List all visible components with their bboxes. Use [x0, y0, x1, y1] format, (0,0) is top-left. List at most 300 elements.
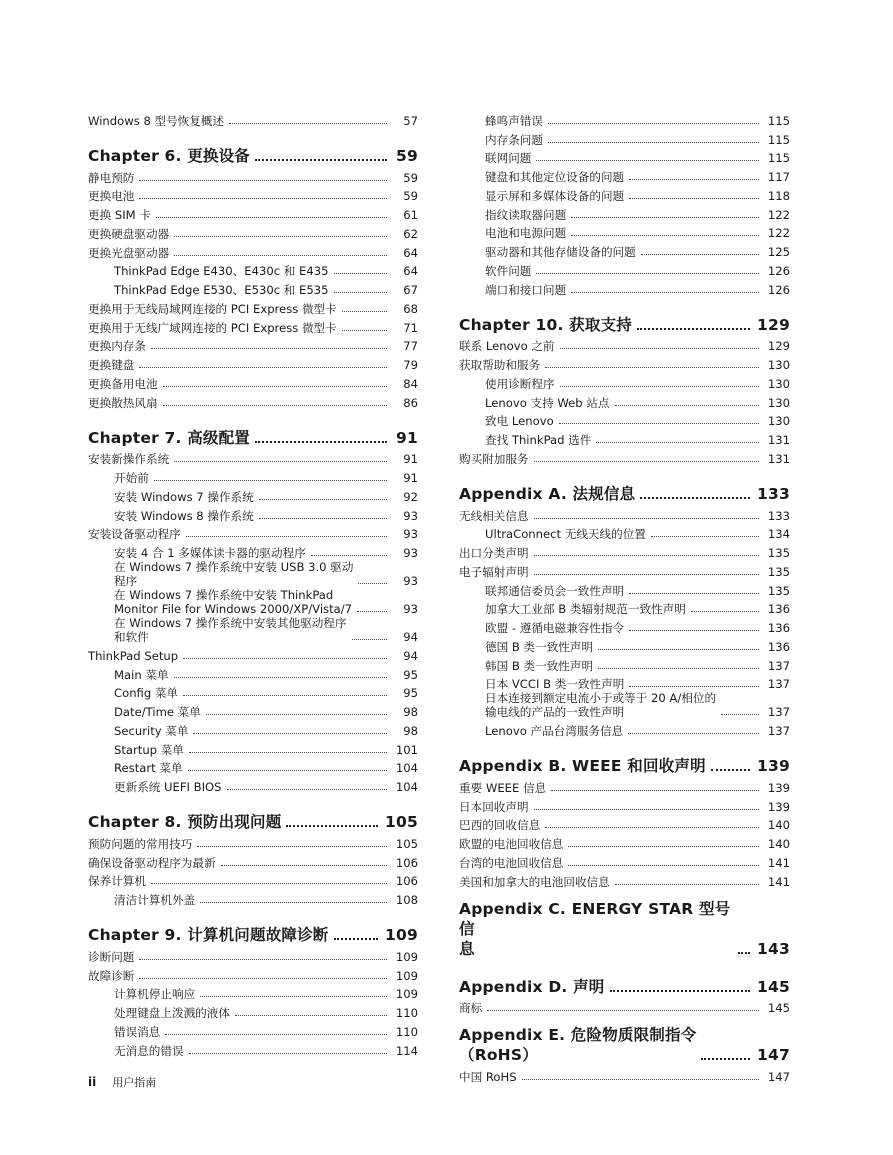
toc-entry[interactable]	[459, 1065, 790, 1084]
toc-entry-page: 141	[767, 874, 790, 889]
toc-entry-title: 安装设备驱动程序	[88, 527, 181, 542]
toc-entry-title: 更换 SIM 卡	[88, 208, 151, 222]
toc-entry-page: 135	[767, 546, 790, 560]
toc-entry-title: 更换用于无线广域网连接的 PCI Express 微型卡	[88, 320, 337, 335]
toc-entry-page: 130	[767, 376, 790, 391]
toc-entry-title: 更换备用电池	[88, 376, 158, 391]
dot-leader	[615, 405, 760, 406]
toc-entry-title: Date/Time 菜单	[114, 705, 201, 719]
toc-entry-title: Chapter 10. 获取支持	[459, 315, 632, 334]
toc-entry-page: 106	[395, 874, 418, 889]
dot-leader	[342, 330, 387, 331]
toc-entry[interactable]	[88, 485, 418, 504]
toc-entry-title: 蜂鸣声错误	[485, 113, 543, 128]
toc-entry-page: 93	[403, 574, 418, 588]
toc-entry[interactable]	[459, 691, 790, 719]
dot-leader	[522, 1079, 759, 1080]
toc-entry[interactable]	[459, 203, 790, 222]
toc-entry-page: 129	[767, 339, 790, 354]
toc-entry-title: 诊断问题	[88, 949, 135, 964]
toc-entry-title: 联邦通信委员会一致性声明	[485, 583, 625, 598]
toc-entry-page: 95	[403, 686, 418, 701]
toc-entry-page: 109	[395, 987, 418, 1002]
toc-entry-page: 105	[395, 836, 418, 851]
dot-leader	[139, 959, 387, 960]
toc-entry-title: ThinkPad Setup	[88, 648, 179, 663]
toc-entry-title: 台湾的电池回收信息	[459, 855, 564, 870]
toc-entry-page: 94	[403, 630, 418, 644]
toc-entry[interactable]	[88, 297, 418, 316]
toc-entry-title: 使用诊断程序	[485, 376, 555, 391]
dot-leader	[548, 142, 759, 143]
toc-entry[interactable]	[459, 504, 790, 523]
dot-leader	[156, 217, 387, 218]
toc-chapter-entry[interactable]	[459, 748, 790, 776]
toc-chapter-entry[interactable]	[459, 969, 790, 997]
toc-entry-page: 134	[767, 527, 790, 542]
dot-leader	[200, 996, 387, 997]
toc-entry-page: 145	[757, 977, 790, 996]
toc-entry[interactable]	[459, 523, 790, 542]
toc-entry[interactable]	[459, 391, 790, 410]
dot-leader	[358, 583, 387, 584]
toc-entry-page: 98	[403, 723, 418, 738]
toc-entry[interactable]	[88, 775, 418, 794]
toc-entry[interactable]	[88, 109, 418, 128]
toc-entry-title: 更换键盘	[88, 358, 135, 372]
toc-entry-title: 韩国 B 类一致性声明	[485, 658, 594, 673]
toc-entry-title: 获取帮助和服务	[459, 358, 541, 372]
toc-entry-page: 115	[767, 113, 790, 128]
toc-entry[interactable]	[459, 259, 790, 278]
toc-entry[interactable]	[459, 795, 790, 814]
dot-leader	[174, 236, 387, 237]
toc-entry[interactable]	[88, 353, 418, 372]
dot-leader	[334, 938, 379, 940]
dot-leader	[255, 159, 387, 161]
toc-entry-page: 93	[403, 546, 418, 560]
toc-entry-page: 137	[767, 658, 790, 673]
dot-leader	[568, 865, 759, 866]
dot-leader	[188, 770, 387, 771]
toc-entry-title: Appendix E. 危险物质限制指令 （RoHS）	[459, 1026, 697, 1065]
toc-entry[interactable]	[88, 851, 418, 870]
toc-entry-title: 更换光盘驱动器	[88, 245, 170, 260]
toc-entry[interactable]	[459, 335, 790, 354]
toc-entry-title: 故障诊断	[88, 968, 135, 983]
toc-entry-page: 133	[757, 484, 790, 503]
dot-leader	[334, 273, 388, 274]
toc-entry-page: 86	[403, 395, 418, 410]
toc-entry-page: 79	[403, 358, 418, 372]
toc-entry-page: 143	[757, 939, 790, 958]
toc-entry-title: 无消息的错误	[114, 1043, 184, 1058]
dot-leader	[629, 179, 759, 180]
dot-leader	[154, 480, 387, 481]
toc-chapter-entry[interactable]	[88, 138, 418, 166]
toc-entry[interactable]	[459, 109, 790, 128]
toc-entry-page: 135	[767, 583, 790, 598]
toc-entry-title: 静电预防	[88, 170, 135, 185]
dot-leader	[487, 1010, 759, 1011]
toc-entry-title: 在 Windows 7 操作系统中安装其他驱动程序 和软件	[114, 616, 347, 644]
toc-entry[interactable]	[459, 353, 790, 372]
toc-chapter-entry[interactable]	[88, 917, 418, 945]
dot-leader	[174, 461, 387, 462]
toc-entry-page: 91	[403, 452, 418, 467]
toc-entry[interactable]	[459, 541, 790, 560]
toc-entry[interactable]	[459, 147, 790, 166]
toc-chapter-entry[interactable]	[88, 420, 418, 448]
toc-entry-title: 更新系统 UEFI BIOS	[114, 780, 222, 794]
toc-entry[interactable]	[88, 870, 418, 889]
dot-leader	[596, 442, 759, 443]
toc-entry-title: 巴西的回收信息	[459, 818, 541, 833]
dot-leader	[629, 630, 759, 631]
dot-leader	[206, 714, 387, 715]
toc-entry[interactable]	[459, 654, 790, 673]
dot-leader	[221, 865, 387, 866]
toc-entry-page: 136	[767, 602, 790, 617]
toc-entry-page: 64	[403, 264, 418, 279]
toc-entry-title: 显示屏和多媒体设备的问题	[485, 188, 625, 203]
toc-entry-title: 确保设备驱动程序为最新	[88, 855, 216, 870]
toc-entry[interactable]	[88, 278, 418, 297]
toc-entry-title: 欧盟 - 遵循电磁兼容性指令	[485, 621, 625, 635]
toc-entry-page: 126	[767, 282, 790, 297]
toc-entry-title: 中国 RoHS	[459, 1070, 517, 1084]
toc-entry-title: Appendix A. 法规信息	[459, 484, 636, 503]
toc-entry[interactable]	[88, 700, 418, 719]
dot-leader	[651, 536, 759, 537]
dot-leader	[227, 789, 387, 790]
dot-leader	[629, 686, 759, 687]
toc-entry[interactable]	[88, 1020, 418, 1039]
toc-entry[interactable]	[459, 128, 790, 147]
dot-leader	[560, 386, 759, 387]
toc-entry-page: 104	[395, 780, 418, 794]
toc-entry-title: ThinkPad Edge E530、E530c 和 E535	[114, 283, 329, 297]
toc-entry[interactable]	[88, 644, 418, 663]
toc-entry-page: 139	[767, 780, 790, 795]
toc-entry-title: 清洁计算机外盖	[114, 893, 196, 907]
toc-entry[interactable]	[88, 888, 418, 907]
dot-leader	[598, 668, 759, 669]
toc-chapter-entry[interactable]	[88, 804, 418, 832]
toc-entry-page: 131	[767, 433, 790, 447]
dot-leader	[286, 825, 378, 827]
toc-entry[interactable]	[459, 560, 790, 579]
toc-entry[interactable]	[459, 579, 790, 598]
toc-entry-title: Appendix D. 声明	[459, 977, 605, 996]
dot-leader	[534, 518, 759, 519]
dot-leader	[183, 658, 387, 659]
dot-leader	[534, 809, 759, 810]
toc-entry-title: Chapter 8. 预防出现问题	[88, 813, 282, 831]
toc-entry-page: 61	[403, 208, 418, 222]
toc-entry-page: 115	[767, 151, 790, 166]
dot-leader	[615, 884, 759, 885]
toc-entry[interactable]	[88, 541, 418, 560]
toc-entry[interactable]	[459, 222, 790, 241]
toc-chapter-entry[interactable]	[459, 1025, 790, 1065]
toc-entry-title: 联系 Lenovo 之前	[459, 339, 555, 354]
toc-entry-page: 115	[767, 132, 790, 147]
dot-leader	[189, 752, 387, 753]
toc-entry-page: 98	[403, 705, 418, 719]
toc-entry[interactable]	[88, 203, 418, 222]
toc-entry-page: 135	[767, 564, 790, 579]
toc-entry[interactable]	[88, 523, 418, 542]
toc-entry-title: 更换电池	[88, 189, 135, 204]
toc-entry-title: Windows 8 型号恢复概述	[88, 113, 225, 128]
toc-entry[interactable]	[459, 997, 790, 1016]
toc-entry-page: 117	[767, 170, 790, 184]
toc-entry[interactable]	[88, 316, 418, 335]
dot-leader	[139, 978, 387, 979]
toc-entry-title: Chapter 6. 更换设备	[88, 146, 250, 165]
dot-leader	[711, 769, 750, 771]
toc-entry-page: 59	[396, 146, 418, 165]
footer-document-title: 用户指南	[112, 1076, 157, 1089]
toc-entry-title: 德国 B 类一致性声明	[485, 639, 594, 654]
toc-entry-title: 致电 Lenovo	[485, 414, 554, 429]
toc-entry[interactable]	[88, 448, 418, 467]
toc-entry-page: 136	[767, 639, 790, 654]
toc-entry-title: 更换散热风扇	[88, 395, 158, 410]
toc-entry-title: 电池和电源问题	[485, 226, 567, 241]
dot-leader	[189, 1053, 387, 1054]
dot-leader	[560, 348, 759, 349]
toc-entry-title: 错误消息	[114, 1024, 161, 1039]
dot-leader	[610, 990, 751, 992]
toc-entry-page: 137	[767, 705, 790, 720]
toc-entry[interactable]	[459, 165, 790, 184]
toc-entry-title: 指纹读取器问题	[485, 207, 567, 222]
toc-left-column	[88, 109, 418, 1058]
dot-leader	[139, 367, 387, 368]
toc-entry-title: 键盘和其他定位设备的问题	[485, 170, 625, 184]
toc-entry[interactable]	[88, 738, 418, 757]
toc-entry-page: 139	[757, 757, 790, 775]
toc-entry-title: 安装 Windows 8 操作系统	[114, 508, 254, 523]
toc-entry-page: 133	[767, 508, 790, 523]
toc-entry-page: 106	[395, 855, 418, 870]
dot-leader	[357, 611, 387, 612]
toc-entry[interactable]	[88, 682, 418, 701]
dot-leader	[545, 827, 759, 828]
toc-entry-title: 在 Windows 7 操作系统中安装 ThinkPad Monitor File for Windows 2000/XP/Vista/7	[114, 588, 353, 616]
toc-entry-page: 147	[757, 1046, 790, 1065]
toc-entry[interactable]	[88, 372, 418, 391]
toc-entry[interactable]	[88, 1039, 418, 1058]
toc-entry[interactable]	[88, 588, 418, 616]
toc-entry[interactable]	[459, 814, 790, 833]
toc-chapter-entry[interactable]	[459, 307, 790, 335]
dot-leader	[139, 198, 387, 199]
dot-leader	[183, 695, 387, 696]
dot-leader	[641, 254, 759, 255]
toc-entry-title: Chapter 9. 计算机问题故障诊断	[88, 926, 329, 944]
toc-right-column	[459, 109, 790, 1084]
toc-entry[interactable]	[88, 185, 418, 204]
dot-leader	[342, 311, 387, 312]
toc-entry-page: 84	[403, 376, 418, 391]
toc-entry[interactable]	[459, 673, 790, 692]
toc-entry-page: 145	[767, 1001, 790, 1016]
toc-entry-page: 104	[395, 761, 418, 776]
dot-leader	[139, 180, 387, 181]
toc-entry-page: 62	[403, 226, 418, 241]
toc-entry[interactable]	[459, 278, 790, 297]
toc-entry[interactable]	[88, 241, 418, 260]
dot-leader	[197, 846, 387, 847]
dot-leader	[559, 423, 759, 424]
toc-entry-page: 139	[767, 799, 790, 814]
toc-entry-page: 140	[767, 818, 790, 833]
dot-leader	[334, 292, 388, 293]
toc-entry-title: 保养计算机	[88, 874, 146, 889]
dot-leader	[311, 555, 387, 556]
toc-entry[interactable]	[88, 719, 418, 738]
toc-entry-page: 136	[767, 621, 790, 635]
toc-entry[interactable]	[88, 757, 418, 776]
toc-entry[interactable]	[88, 616, 418, 644]
toc-entry-title: UltraConnect 无线天线的位置	[485, 527, 646, 542]
dot-leader	[534, 461, 759, 462]
toc-entry[interactable]	[88, 832, 418, 851]
toc-entry[interactable]	[88, 335, 418, 354]
toc-entry-title: Security 菜单	[114, 723, 189, 738]
toc-entry[interactable]	[459, 719, 790, 738]
dot-leader	[174, 677, 387, 678]
toc-entry-page: 77	[403, 339, 418, 354]
toc-entry[interactable]	[88, 391, 418, 410]
dot-leader	[571, 217, 759, 218]
toc-entry[interactable]	[88, 560, 418, 588]
dot-leader	[200, 902, 387, 903]
toc-entry-title: 处理键盘上泼溅的液体	[114, 1006, 230, 1020]
toc-entry-title: Lenovo 支持 Web 站点	[485, 395, 610, 410]
dot-leader	[186, 536, 387, 537]
toc-entry-page: 109	[385, 926, 418, 944]
toc-entry-title: 重要 WEEE 信息	[459, 780, 547, 795]
dot-leader	[571, 292, 759, 293]
toc-entry-title: 在 Windows 7 操作系统中安装 USB 3.0 驱动 程序	[114, 560, 354, 588]
toc-entry[interactable]	[459, 447, 790, 466]
toc-entry-page: 129	[757, 315, 790, 334]
toc-chapter-entry[interactable]	[459, 899, 790, 959]
toc-entry-page: 108	[395, 893, 418, 907]
toc-entry[interactable]	[88, 504, 418, 523]
toc-entry-page: 92	[403, 489, 418, 504]
toc-entry-page: 67	[403, 283, 418, 297]
toc-entry-title: 安装 Windows 7 操作系统	[114, 489, 254, 504]
dot-leader	[193, 733, 387, 734]
dot-leader	[721, 714, 759, 715]
toc-entry[interactable]	[88, 260, 418, 279]
toc-entry[interactable]	[459, 184, 790, 203]
toc-entry[interactable]	[459, 832, 790, 851]
toc-entry[interactable]	[88, 663, 418, 682]
dot-leader	[352, 639, 388, 640]
dot-leader	[701, 1058, 750, 1060]
toc-entry-title: 加拿大工业部 B 类辐射规范一致性声明	[485, 602, 686, 617]
page-footer	[88, 1074, 156, 1090]
toc-entry[interactable]	[88, 222, 418, 241]
toc-entry-page: 130	[767, 395, 790, 410]
toc-entry[interactable]	[459, 851, 790, 870]
dot-leader	[568, 846, 759, 847]
toc-entry[interactable]	[88, 983, 418, 1002]
toc-entry[interactable]	[459, 870, 790, 889]
dot-leader	[629, 198, 759, 199]
toc-entry-title: 开始前	[114, 471, 149, 485]
toc-entry-title: 欧盟的电池回收信息	[459, 837, 564, 851]
toc-entry-page: 68	[403, 301, 418, 316]
toc-entry[interactable]	[88, 1001, 418, 1020]
toc-entry-page: 57	[403, 113, 418, 128]
toc-entry[interactable]	[459, 240, 790, 259]
dot-leader	[255, 441, 387, 443]
toc-entry[interactable]	[459, 776, 790, 795]
toc-entry-page: 130	[767, 414, 790, 429]
dot-leader	[571, 235, 759, 236]
toc-entry-page: 94	[403, 648, 418, 663]
toc-entry[interactable]	[88, 945, 418, 964]
dot-leader	[259, 518, 387, 519]
dot-leader	[545, 367, 759, 368]
toc-entry-title: Restart 菜单	[114, 761, 183, 776]
toc-entry-page: 91	[396, 428, 418, 447]
toc-chapter-entry[interactable]	[459, 476, 790, 504]
toc-entry-page: 126	[767, 263, 790, 278]
toc-entry-title: 商标	[459, 1001, 483, 1016]
toc-entry-page: 122	[767, 207, 790, 222]
toc-entry-title: 端口和接口问题	[485, 282, 567, 297]
toc-entry[interactable]	[88, 466, 418, 485]
toc-entry-title: 日本回收声明	[459, 799, 529, 814]
toc-entry-title: Appendix C. ENERGY STAR 型号信 息	[459, 899, 731, 958]
toc-entry-title: 安装新操作系统	[88, 452, 170, 467]
toc-entry[interactable]	[459, 428, 790, 447]
toc-entry-title: Startup 菜单	[114, 742, 184, 757]
toc-entry-page: 122	[767, 226, 790, 241]
dot-leader	[637, 328, 750, 330]
footer-page-number: ii	[88, 1075, 97, 1089]
toc-entry-title: 驱动器和其他存储设备的问题	[485, 245, 636, 259]
dot-leader	[640, 497, 750, 499]
toc-entry[interactable]	[459, 410, 790, 429]
toc-entry-page: 110	[395, 1006, 418, 1020]
toc-entry[interactable]	[459, 635, 790, 654]
toc-entry[interactable]	[88, 964, 418, 983]
toc-entry[interactable]	[459, 598, 790, 617]
toc-entry[interactable]	[88, 166, 418, 185]
toc-entry-title: Appendix B. WEEE 和回收声明	[459, 757, 706, 775]
toc-entry[interactable]	[459, 372, 790, 391]
dot-leader	[536, 160, 759, 161]
dot-leader	[163, 386, 387, 387]
toc-entry-page: 130	[767, 358, 790, 372]
dot-leader	[548, 123, 759, 124]
toc-entry[interactable]	[459, 616, 790, 635]
toc-entry-page: 114	[395, 1043, 418, 1058]
toc-entry-title: 联网问题	[485, 151, 532, 166]
toc-entry-page: 105	[385, 813, 418, 831]
toc-entry-page: 131	[767, 451, 790, 466]
toc-entry-title: Lenovo 产品台湾服务信息	[485, 724, 624, 738]
